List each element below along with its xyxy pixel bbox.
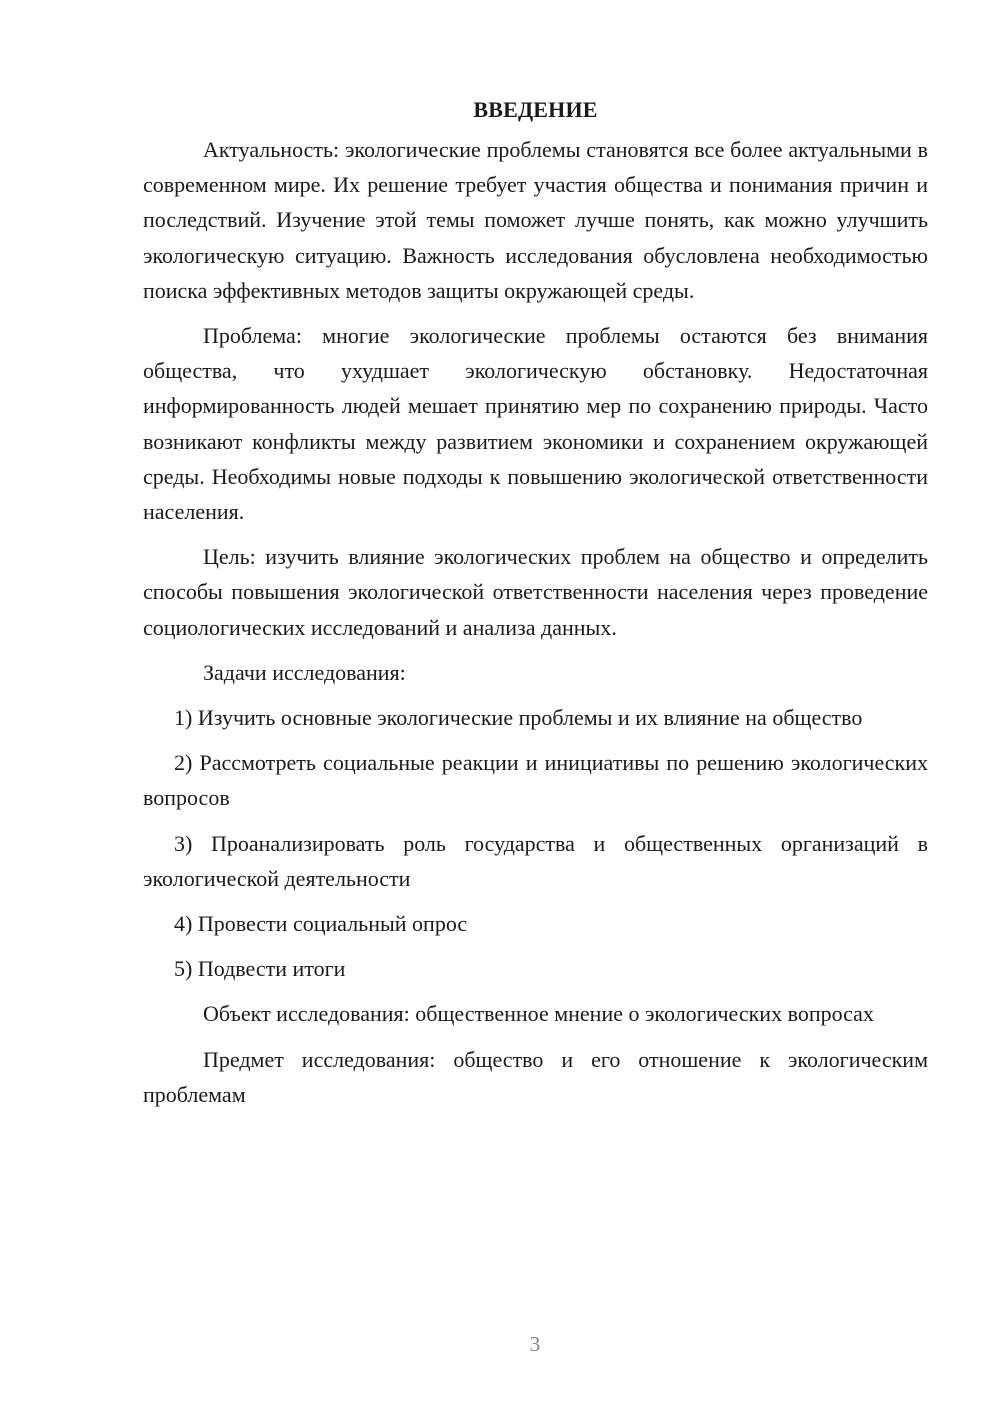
task-item-5: 5) Подвести итоги	[174, 956, 346, 982]
paragraph-problem: Проблема: многие экологические проблемы остаются без внимания общества, что ухудшает экологическую обстановку. Недостаточная информированность людей мешает принятию мер по сохранению природы. Часто возникают конфликты между развитием экономики и сохранением окружающей среды. Необходимы новые подходы к повышению экологической ответственности населения.	[143, 323, 928, 525]
task-item-4: 4) Провести социальный опрос	[174, 911, 468, 937]
paragraph-subject: Предмет исследования: общество и его отношение к экологическим проблемам	[143, 1046, 928, 1107]
page-number: 3	[529, 1332, 541, 1356]
task-item-1: 1) Изучить основные экологические проблемы и их влияние на общество	[174, 705, 863, 731]
paragraph-relevance: Актуальность: экологические проблемы становятся все более актуальными в современном мире. Их решение требует участия общества и понимания причин и последствий. Изучение этой темы поможет лучше понять, как можно улучшить экологическую ситуацию. Важность исследования обусловлена необходимостью поиска эффективных методов защиты окружающей среды.	[143, 137, 928, 303]
task-item-2: 2) Рассмотреть социальные реакции и инициативы по решению экологических вопросов	[143, 750, 928, 811]
page-body	[143, 92, 928, 1122]
paragraph-object: Объект исследования: общественное мнение о экологических вопросах	[203, 1001, 874, 1027]
tasks-heading: Задачи исследования:	[203, 659, 406, 685]
page-title: ВВЕДЕНИЕ	[473, 97, 598, 122]
paragraph-goal: Цель: изучить влияние экологических проблем на общество и определить способы повышения экологической ответственности населения через проведение социологических исследований и анализа данных.	[143, 544, 928, 640]
task-item-3: 3) Проанализировать роль государства и общественных организаций в экологической деятельности	[143, 830, 928, 891]
